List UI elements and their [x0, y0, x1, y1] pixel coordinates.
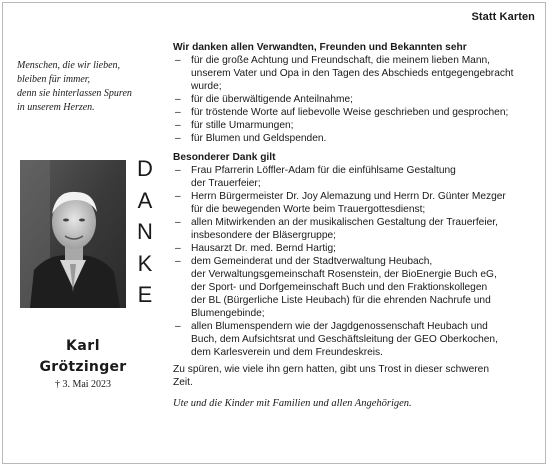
poem-line: Menschen, die wir lieben,: [17, 60, 121, 71]
danke-letter: E: [137, 282, 153, 307]
dash-bullet: –: [175, 321, 181, 332]
danke-letter: K: [137, 250, 153, 276]
first-name: Karl: [66, 338, 100, 354]
death-date: † 3. Mai 2023: [54, 379, 112, 390]
memorial-poem: [17, 59, 167, 115]
danke-vertical-title: [133, 153, 157, 311]
list-item: – für die große Achtung und Freundschaft, die meinem lieben Mann, unserem Vater und Opa in den Tagen des Abschieds entgegengebracht wurde;: [175, 55, 514, 92]
list-item: – Herrn Bürgermeister Dr. Joy Alemazung und Herrn Dr. Günter Mezger für die bewegenden Worte beim Trauergottesdienst;: [175, 191, 506, 215]
dash-bullet: –: [175, 191, 181, 202]
list-item: – für Blumen und Geldspenden.: [175, 133, 327, 144]
list-item: – für tröstende Worte auf liebevolle Weise geschrieben und gesprochen;: [175, 107, 509, 118]
poem-line: bleiben für immer,: [17, 74, 91, 85]
danke-letter: D: [137, 156, 153, 181]
thanks-text: [173, 41, 543, 410]
portrait-image: [20, 160, 126, 308]
dash-bullet: –: [175, 165, 181, 176]
dash-bullet: –: [175, 120, 181, 131]
list-item: – für stille Umarmungen;: [175, 120, 294, 131]
list-item: – Frau Pfarrerin Löffler-Adam für die einfühlsame Gestaltung der Trauerfeier;: [175, 165, 456, 189]
dash-bullet: –: [175, 133, 181, 144]
obituary-notice: [2, 2, 546, 464]
list-item: – Hausarzt Dr. med. Bernd Hartig;: [175, 243, 336, 254]
danke-letter: N: [137, 219, 153, 244]
danke-letter: A: [137, 187, 153, 213]
list-item: – allen Blumenspendern wie der Jagdgenossenschaft Heubach und Buch, dem Aufsichtsrat und Geschäftsleitung der GEO Oberkochen, dem Karlesverein und dem Freundeskreis.: [175, 321, 498, 358]
section1-heading: Wir danken allen Verwandten, Freunden und Bekannten sehr: [173, 42, 467, 53]
statt-karten-label: Statt Karten: [471, 11, 535, 23]
dash-bullet: –: [175, 55, 181, 66]
list-item: – dem Gemeinderat und der Stadtverwaltung Heubach, der Verwaltungsgemeinschaft Rosenstein, der BioEnergie Buch eG, der Sport- und Dorfgemeinschaft Buch und den Fraktionskollegen der BL (Bürgerliche Liste Heubach) für die ehrenden Nachrufe und Blumengebinde;: [175, 256, 497, 319]
left-column: [3, 3, 163, 465]
signature: Ute und die Kinder mit Familien und allen Angehörigen.: [173, 398, 412, 409]
portrait-photo: [20, 160, 126, 308]
dash-bullet: –: [175, 256, 181, 267]
closing-text: Zu spüren, wie viele ihn gern hatten, gibt uns Trost in dieser schweren Zeit.: [173, 364, 489, 388]
dash-bullet: –: [175, 107, 181, 118]
section2-list: [173, 164, 543, 359]
section2-heading: Besonderer Dank gilt: [173, 152, 276, 163]
section1-list: [173, 54, 543, 145]
list-item: – allen Mitwirkenden an der musikalischen Gestaltung der Trauerfeier, insbesondere der Bläsergruppe;: [175, 217, 498, 241]
list-item: – für die überwältigende Anteilnahme;: [175, 94, 353, 105]
dash-bullet: –: [175, 243, 181, 254]
dash-bullet: –: [175, 217, 181, 228]
dash-bullet: –: [175, 94, 181, 105]
poem-line: in unserem Herzen.: [17, 102, 95, 113]
last-name: Grötzinger: [39, 359, 127, 375]
poem-line: denn sie hinterlassen Spuren: [17, 88, 132, 99]
